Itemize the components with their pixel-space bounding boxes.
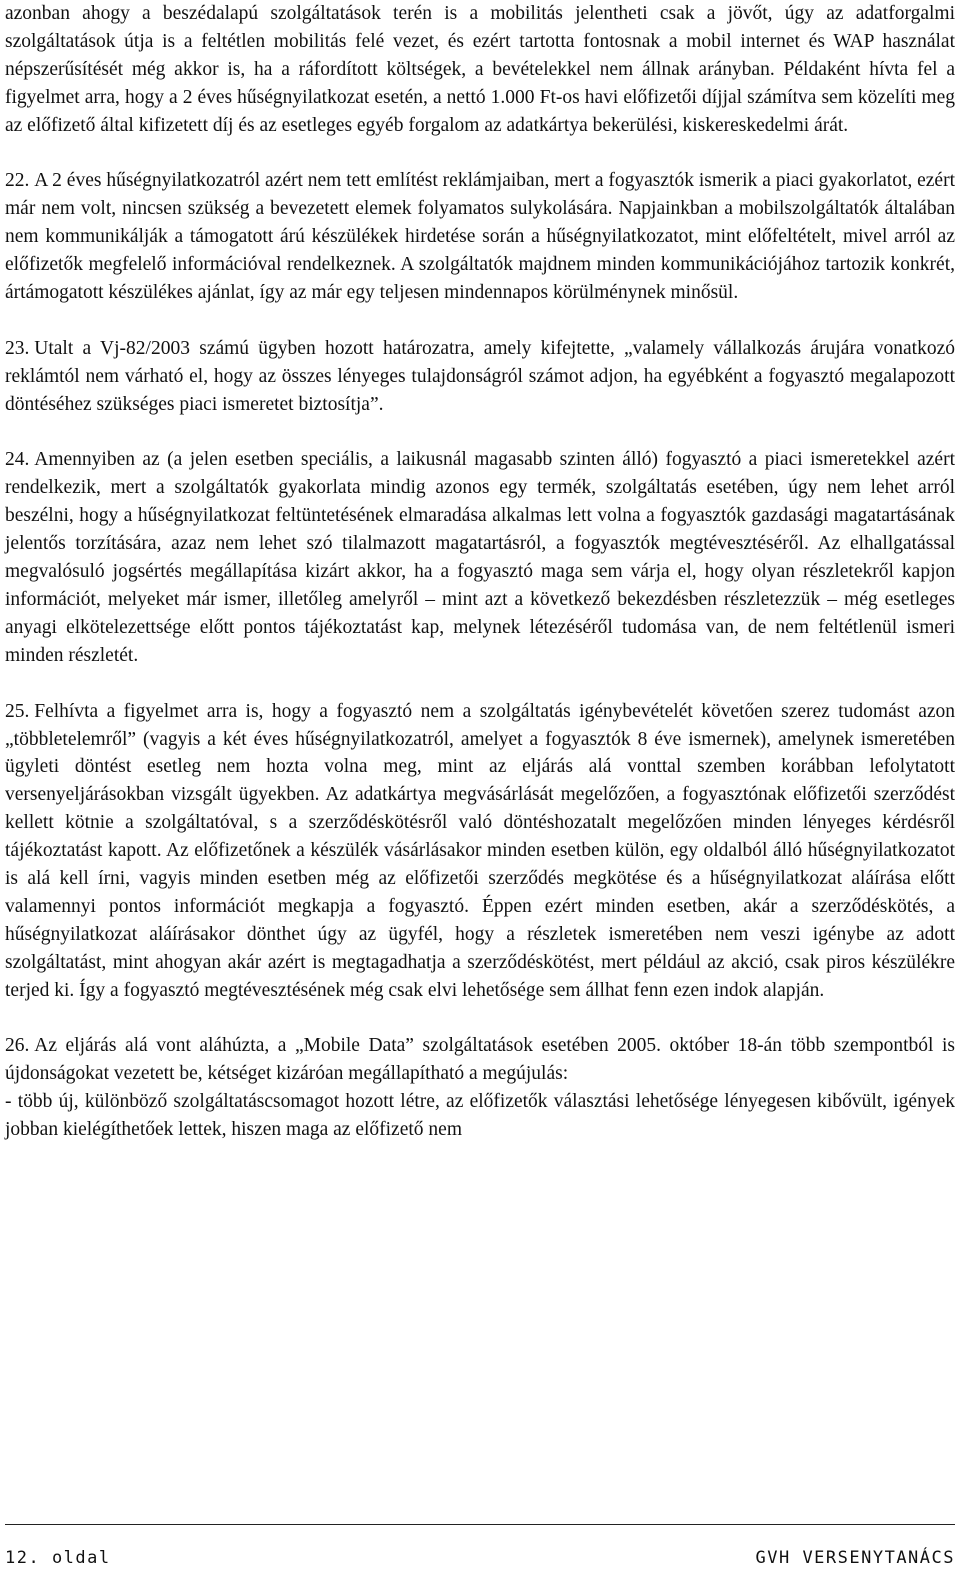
paragraph-text: azonban ahogy a beszédalapú szolgáltatások terén is a mobilitás jelentheti csak a jövőt, úgy az adatforgalmi szolgáltatások útja is a feltétlen mobilitás felé vezet, és ezért tartotta fontosnak a mobil internet és WAP használat népszerűsítését még akkor is, ha a ráfordított költségek, a bevételekkel nem állnak arányban. Példaként hívta fel a figyelmet arra, hogy a 2 éves hűségnyilatkozat esetén, a nettó 1.000 Ft-os havi előfizetői díjjal számítva sem közelíti meg az előfizető által kifizetett díj és az esetleges egyéb forgalom az adatkártya bekerülési, kiskereskedelmi árát. [5, 3, 955, 136]
paragraph-number: 23. [5, 337, 30, 359]
organization-name: GVH VERSENYTANÁCS [755, 1548, 955, 1568]
paragraph-24 [5, 446, 955, 669]
page-number: 12. oldal [5, 1548, 111, 1568]
paragraph-22 [5, 167, 955, 307]
paragraph-text: Utalt a Vj-82/2003 számú ügyben hozott határozatra, amely kifejtette, „valamely vállalkozás árujára vonatkozó reklámtól nem várható el, hogy az összes lényeges tulajdonságról számot adjon, ha egyébként a fogyasztó megalapozott döntéséhez szükséges piaci ismeretet biztosítja”. [5, 337, 955, 415]
bullet-item: - több új, különböző szolgáltatáscsomagot hozott létre, az előfizetők választási lehetősége lényegesen kibővült, igények jobban kielégíthetőek lettek, hiszen maga az előfizető nem [5, 1091, 955, 1141]
document-page [5, 0, 955, 1172]
paragraph-26 [5, 1032, 955, 1144]
paragraph-number: 24. [5, 449, 30, 471]
paragraph-text: A 2 éves hűségnyilatkozatról azért nem tett említést reklámjaiban, mert a fogyasztók ismerik a piaci gyakorlatot, ezért már nem volt, nincsen szükség a bevezetett elemek folyamatos sulykolására. Napjainkban a mobilszolgáltatók általában nem kommunikálják a támogatott árú készülékek hirdetése során a hűségnyilatkozatot, mint előfeltételt, mivel arról az előfizetők megfelelő információval rendelkeznek. A szolgáltatók majdnem minden kommunikációjához tartozik konkrét, ártámogatott készülékes ajánlat, így az már egy teljesen mindennapos körülménynek minősül. [5, 170, 955, 304]
paragraph-number: 25. [5, 700, 30, 722]
paragraph-23 [5, 335, 955, 419]
paragraph-25 [5, 698, 955, 1005]
paragraph-number: 26. [5, 1035, 30, 1057]
paragraph-text: Felhívta a figyelmet arra is, hogy a fogyasztó nem a szolgáltatás igénybevételét követően szerez tudomást azon „többletelemről” (vagyis a két éves hűségnyilatkozatról, amelyet a fogyasztók 8 éve ismernek), amelynek ismeretében ügyleti döntést esetleg nem hozta volna meg, mint az eljárás alá vonttal szemben korábban lefolytatott versenyeljárásokban vizsgált ügyekben. Az adatkártya megvásárlását megelőzően, a fogyasztónak előfizetői szerződést kellett kötnie a szolgáltatóval, s a szerződéskötésről való döntéshozatalt megelőzően minden lényeges kérdésről tájékoztatást kapott. Az előfizetőnek a készülék vásárlásakor minden esetben külön, egy oldalból álló hűségnyilatkozatot is alá kell írni, vagyis minden esetben még az előfizetői szerződés megkötése és a hűségnyilatkozat aláírása előtt valamennyi pontos információt megkapja a fogyasztó. Éppen ezért minden esetben, akár a szerződéskötés, a hűségnyilatkozat aláírásakor dönthet úgy az ügyfél, hogy a részletek ismeretében nem veszi igénybe az adott szolgáltatást, mint ahogyan akár azért is megtagadhatja a szerződéskötést, mert például az akció, csak piros készülékre terjed ki. Így a fogyasztó megtévesztésének még csak elvi lehetősége sem állhat fenn ezen indok alapján. [5, 700, 955, 1001]
paragraph-text: Az eljárás alá vont aláhúzta, a „Mobile Data” szolgáltatások esetében 2005. október 18-án több szempontból is újdonságokat vezetett be, kétséget kizáróan megállapítható a megújulás: [5, 1035, 955, 1085]
paragraph-text: Amennyiben az (a jelen esetben speciális, a laikusnál magasabb szinten álló) fogyasztó a piaci ismeretekkel azért rendelkezik, mert a szolgáltatók gyakorlata mindig azonos egy termék, szolgáltatás esetében, úgy nem lehet arról beszélni, hogy a hűségnyilatkozat feltüntetésének elmaradása alkalmas lett volna a fogyasztók gazdasági magatartásának jelentős torzítására, azaz nem lehet szó tilalmazott magatartásról, a fogyasztók megtévesztéséről. Az elhallgatással megvalósuló jogsértés megállapítása kizárt akkor, ha a fogyasztó maga sem várja el, hogy olyan részletekről kapjon információt, melyeket már ismer, illetőleg amelyről – mint azt a következő bekezdésben részletezzük – még esetleges anyagi elkötelezettsége előtt pontos tájékoztatást kap, melynek létezéséről tudomása van, de nem feltétlenül ismeri minden részletét. [5, 449, 955, 666]
page-footer [5, 1524, 955, 1570]
paragraph-continuation [5, 0, 955, 140]
paragraph-number: 22. [5, 170, 30, 192]
